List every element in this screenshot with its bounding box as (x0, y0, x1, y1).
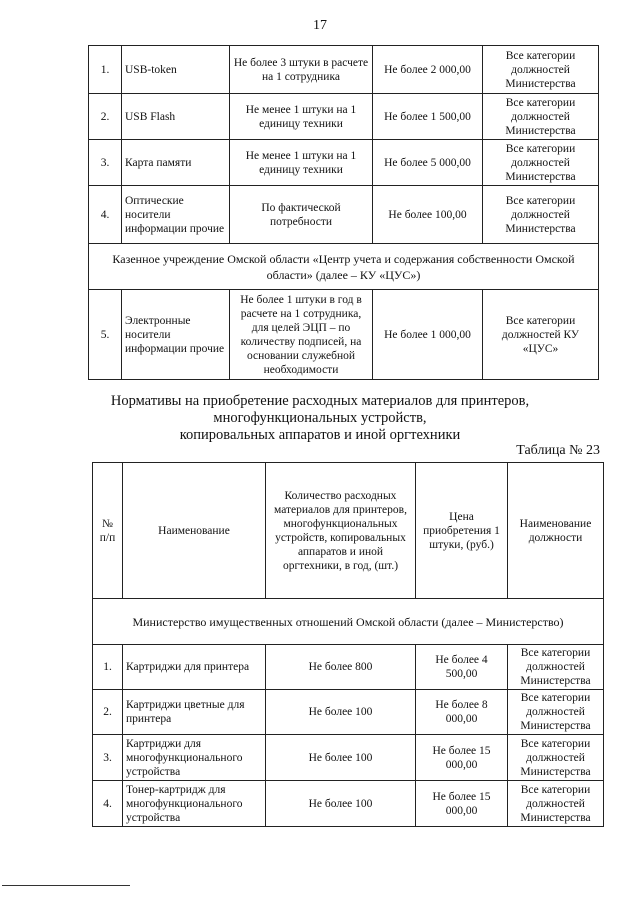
item-positions: Все категории должностей Министерства (483, 186, 599, 244)
item-quantity: Не более 100 (266, 690, 416, 735)
item-quantity: Не менее 1 штуки на 1 единицу техники (230, 94, 373, 140)
item-price: Не более 1 500,00 (373, 94, 483, 140)
table-row (93, 781, 604, 827)
item-name: Карта памяти (122, 140, 230, 186)
item-positions: Все категории должностей Министерства (508, 781, 604, 827)
item-positions: Все категории должностей КУ «ЦУС» (483, 290, 599, 380)
item-price: Не более 15 000,00 (416, 781, 508, 827)
row-number: 3. (89, 140, 122, 186)
section-heading (0, 393, 640, 444)
item-quantity: По фактической потребности (230, 186, 373, 244)
item-name: Картриджи для многофункционального устройства (123, 735, 266, 781)
item-name: Электронные носители информации прочие (122, 290, 230, 380)
table-row (93, 645, 604, 690)
header-number: № п/п (93, 463, 123, 599)
header-price: Цена приобретения 1 штуки, (руб.) (416, 463, 508, 599)
section-title: Казенное учреждение Омской области «Центр учета и содержания собственности Омской области» (далее – КУ «ЦУС») (89, 244, 599, 290)
item-name: USB Flash (122, 94, 230, 140)
item-positions: Все категории должностей Министерства (483, 140, 599, 186)
item-name: Картриджи цветные для принтера (123, 690, 266, 735)
item-price: Не более 100,00 (373, 186, 483, 244)
table-caption: Таблица № 23 (516, 443, 600, 458)
item-name: Тонер-картридж для многофункционального устройства (123, 781, 266, 827)
item-price: Не более 4 500,00 (416, 645, 508, 690)
table-row (93, 735, 604, 781)
row-number: 1. (93, 645, 123, 690)
item-positions: Все категории должностей Министерства (508, 645, 604, 690)
table-row (89, 140, 599, 186)
item-name: Картриджи для принтера (123, 645, 266, 690)
header-name: Наименование (123, 463, 266, 599)
item-price: Не более 2 000,00 (373, 46, 483, 94)
section-row (93, 599, 604, 645)
row-number: 4. (93, 781, 123, 827)
table-row (89, 186, 599, 244)
item-price: Не более 1 000,00 (373, 290, 483, 380)
table-row (89, 94, 599, 140)
header-positions: Наименование должности (508, 463, 604, 599)
item-positions: Все категории должностей Министерства (483, 46, 599, 94)
item-positions: Все категории должностей Министерства (483, 94, 599, 140)
item-price: Не более 15 000,00 (416, 735, 508, 781)
item-quantity: Не более 100 (266, 781, 416, 827)
table-row (89, 46, 599, 94)
row-number: 1. (89, 46, 122, 94)
table-row (89, 290, 599, 380)
item-quantity: Не более 800 (266, 645, 416, 690)
item-quantity: Не более 3 штуки в расчете на 1 сотрудника (230, 46, 373, 94)
row-number: 2. (89, 94, 122, 140)
item-positions: Все категории должностей Министерства (508, 735, 604, 781)
item-quantity: Не менее 1 штуки на 1 единицу техники (230, 140, 373, 186)
section-title: Министерство имущественных отношений Омской области (далее – Министерство) (93, 599, 604, 645)
table-row (93, 690, 604, 735)
row-number: 2. (93, 690, 123, 735)
item-name: USB-token (122, 46, 230, 94)
footnote-divider (2, 885, 130, 886)
heading-line: многофункциональных устройств, (213, 410, 427, 426)
section-row (89, 244, 599, 290)
page-number: 17 (313, 18, 327, 33)
row-number: 5. (89, 290, 122, 380)
heading-line: Нормативы на приобретение расходных материалов для принтеров, (110, 393, 530, 409)
row-number: 3. (93, 735, 123, 781)
heading-line: копировальных аппаратов и иной оргтехники (179, 427, 461, 443)
item-quantity: Не более 100 (266, 735, 416, 781)
table-consumables (92, 462, 604, 827)
item-price: Не более 5 000,00 (373, 140, 483, 186)
item-quantity: Не более 1 штуки в год в расчете на 1 сотрудника, для целей ЭЦП – по количеству подписей, на основании служебной необходимости (230, 290, 373, 380)
item-price: Не более 8 000,00 (416, 690, 508, 735)
row-number: 4. (89, 186, 122, 244)
table-devices (88, 45, 599, 380)
item-name: Оптические носители информации прочие (122, 186, 230, 244)
item-positions: Все категории должностей Министерства (508, 690, 604, 735)
header-quantity: Количество расходных материалов для принтеров, многофункциональных устройств, копировальных аппаратов и иной оргтехники, в год, (шт.) (266, 463, 416, 599)
header-row (93, 463, 604, 599)
